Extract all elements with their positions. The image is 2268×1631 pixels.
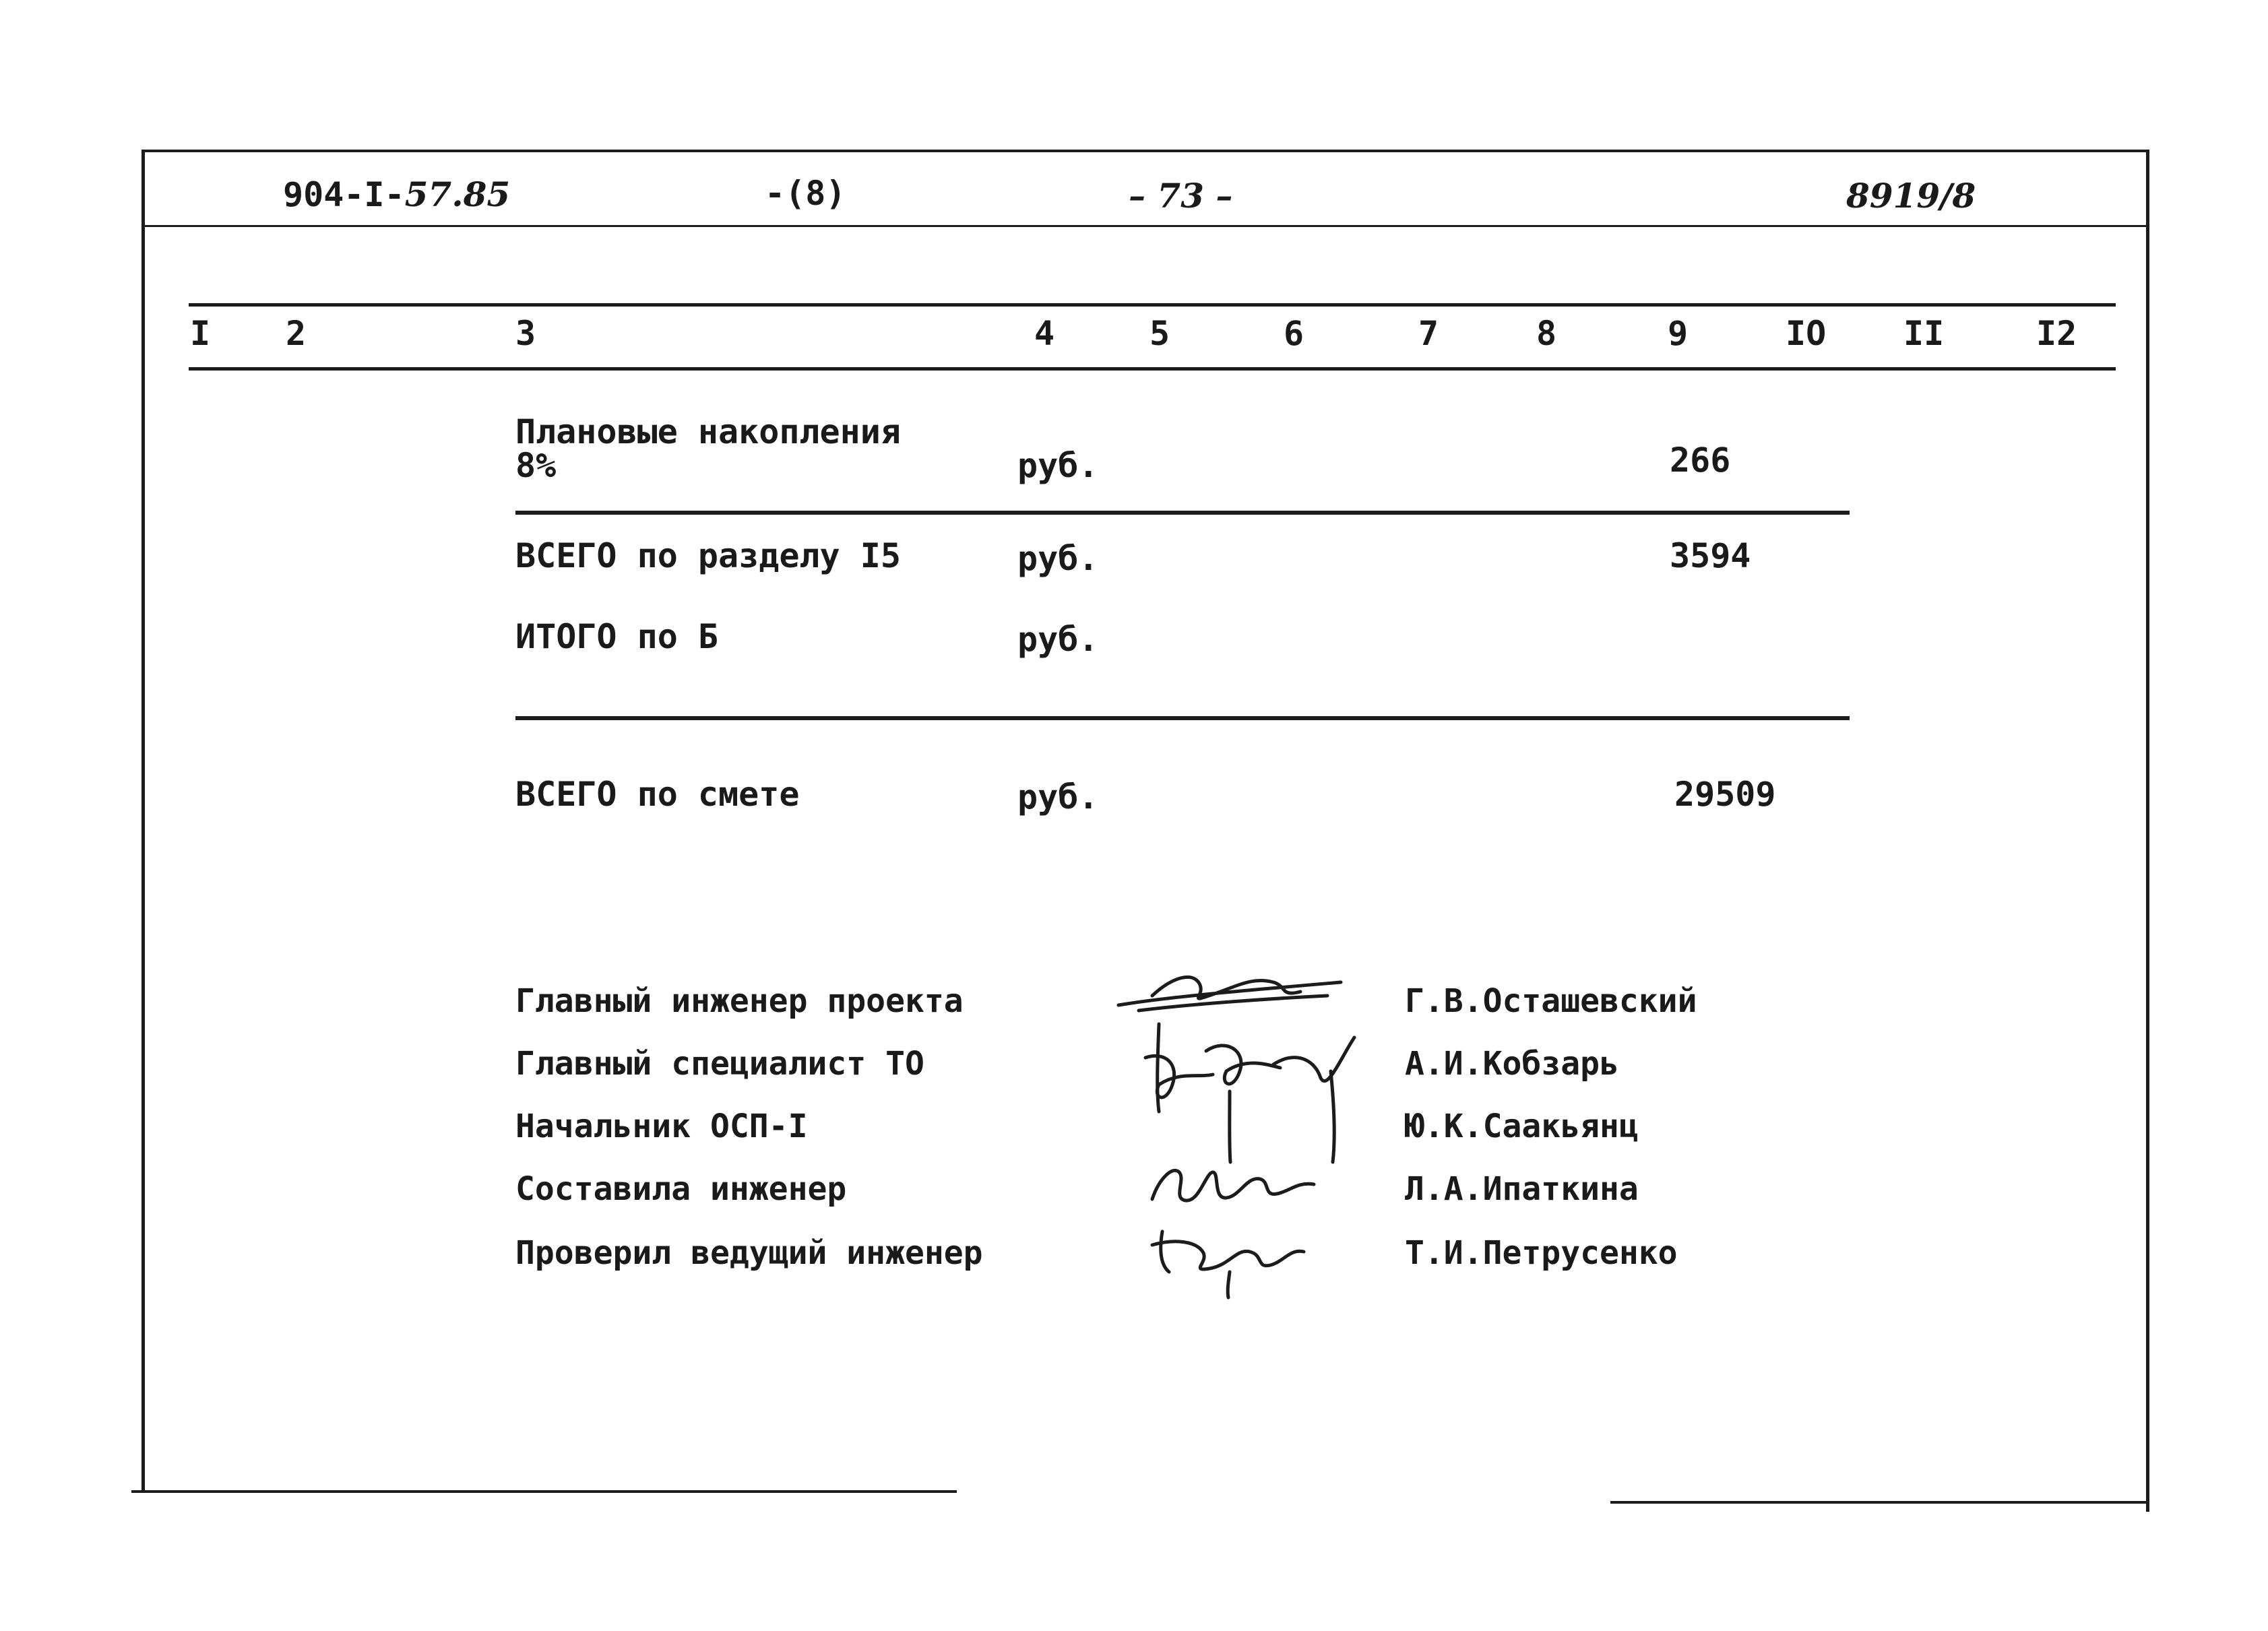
document-code xyxy=(283,174,511,214)
signatory-role: Главный инженер проекта xyxy=(515,982,964,1020)
document-code-prefix: 904-I- xyxy=(283,175,405,214)
row-value: 29509 xyxy=(1674,775,1776,814)
column-number: 8 xyxy=(1536,314,1557,353)
frame-left xyxy=(141,150,145,1490)
row-value: 3594 xyxy=(1670,536,1751,575)
signatory-name: Л.А.Ипаткина xyxy=(1405,1170,1639,1208)
signatory-role: Главный специалист ТО xyxy=(515,1045,924,1083)
handwritten-signature xyxy=(1139,1011,1368,1165)
document-code-suffix: 57.85 xyxy=(404,174,511,214)
signatory-name: А.И.Кобзарь xyxy=(1405,1045,1619,1083)
sheet-part: -(8) xyxy=(765,174,846,213)
column-number: 4 xyxy=(1034,314,1055,353)
column-number: 5 xyxy=(1149,314,1170,353)
column-number: I xyxy=(190,314,211,353)
signatory-name: Т.И.Петрусенко xyxy=(1405,1234,1678,1272)
section-divider xyxy=(515,511,1850,515)
column-number: 7 xyxy=(1418,314,1439,353)
row-value: 266 xyxy=(1670,441,1731,480)
row-name: Плановые накопления xyxy=(515,412,901,451)
signatory-role: Начальник ОСП-I xyxy=(515,1108,808,1145)
row-unit: руб. xyxy=(1017,777,1099,817)
row-name: ВСЕГО по разделу I5 xyxy=(515,536,901,575)
column-number: 2 xyxy=(286,314,307,353)
inventory-number: 8919/8 xyxy=(1846,176,1976,216)
handwritten-signature xyxy=(1145,1152,1321,1213)
signatory-role: Проверил ведущий инженер xyxy=(515,1234,983,1272)
row-unit: руб. xyxy=(1017,446,1099,485)
frame-bottom-left xyxy=(131,1490,957,1493)
column-number: 9 xyxy=(1668,314,1689,353)
page-number: – 73 – xyxy=(1129,176,1233,216)
column-number: IO xyxy=(1786,314,1827,353)
column-header-top-line xyxy=(189,303,2116,307)
signatory-role: Составила инженер xyxy=(515,1170,847,1208)
header-divider xyxy=(145,225,2146,227)
frame-top xyxy=(141,150,2149,152)
frame-bottom-right xyxy=(1610,1501,2149,1504)
column-number: 3 xyxy=(515,314,536,353)
row-unit: руб. xyxy=(1017,620,1099,659)
row-name: ВСЕГО по смете xyxy=(515,775,800,814)
signatory-name: Г.В.Осташевский xyxy=(1405,982,1697,1020)
column-number: 6 xyxy=(1284,314,1304,353)
row-name-continuation: 8% xyxy=(515,446,557,485)
row-name: ИТОГО по Б xyxy=(515,617,719,656)
handwritten-signature xyxy=(1149,1218,1311,1299)
frame-right xyxy=(2146,150,2149,1512)
row-unit: руб. xyxy=(1017,539,1099,578)
column-number: I2 xyxy=(2036,314,2077,353)
signatory-name: Ю.К.Саакьянц xyxy=(1405,1108,1639,1145)
column-number: II xyxy=(1903,314,1945,353)
column-header-bottom-line xyxy=(189,367,2116,371)
section-divider xyxy=(515,716,1850,720)
